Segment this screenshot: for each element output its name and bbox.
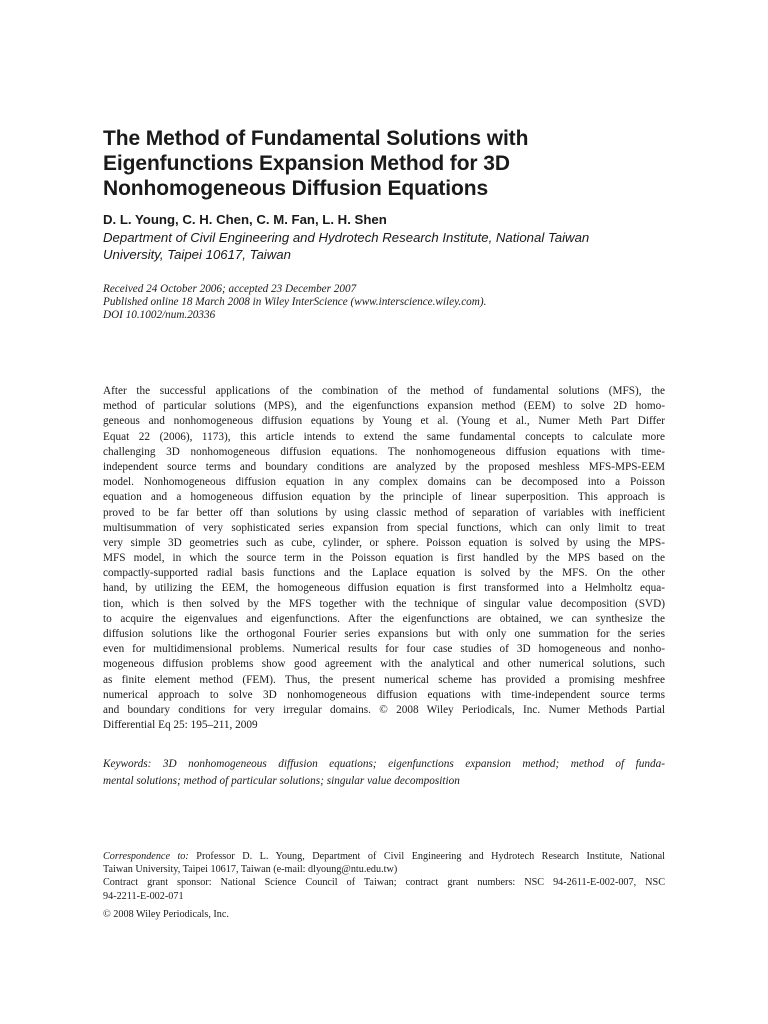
doi: DOI 10.1002/num.20336: [103, 309, 216, 321]
keywords-line: Keywords: 3D nonhomogeneous diffusion equations; eigenfunctions expansion method; method of funda-: [103, 758, 665, 770]
correspondence-line: Taiwan University, Taipei 10617, Taiwan (e-mail: dlyoung@ntu.edu.tw): [103, 864, 398, 876]
article-header: [103, 126, 665, 322]
grant-line: 94-2211-E-002-071: [103, 890, 184, 902]
abstract-line: multisummation of very sophisticated series expansion from special functions, which can only limit to treat: [103, 521, 665, 534]
abstract-line: and boundary conditions for very irregular domains. © 2008 Wiley Periodicals, Inc. Numer Methods Partial: [103, 703, 665, 716]
abstract: [103, 384, 665, 733]
abstract-line: as finite element method (FEM). Thus, the present numerical scheme has provided a promising meshfree: [103, 673, 665, 686]
abstract-line: hand, by utilizing the EEM, the homogeneous diffusion equation is first transformed into a Helmholtz equa-: [103, 582, 665, 595]
abstract-line: mogeneous diffusion problems show good agreement with the analytical and other numerical solutions, such: [103, 658, 665, 671]
keywords-line: mental solutions; method of particular solutions; singular value decomposition: [103, 775, 460, 787]
abstract-line: Equat 22 (2006), 1173), this article intends to extend the same fundamental concepts to calculate more: [103, 430, 665, 443]
author-list: D. L. Young, C. H. Chen, C. M. Fan, L. H. Shen: [103, 212, 387, 227]
footnotes: [103, 850, 665, 921]
author-affiliation: [103, 229, 665, 263]
affiliation-line: University, Taipei 10617, Taiwan: [103, 247, 291, 262]
abstract-line: independent source terms and boundary conditions are analyzed by the proposed meshless MFS-MPS-EEM: [103, 460, 665, 473]
abstract-line: even for multidimensional problems. Numerical results for four case studies of 3D homogeneous and nonho-: [103, 643, 665, 656]
abstract-line: very simple 3D geometries such as cube, cylinder, or sphere. Poisson equation is solved by using the MPS-: [103, 536, 665, 549]
abstract-line: proved to be far better off than solutions by using classic method of separation of variables with inefficient: [103, 506, 665, 519]
title-line: The Method of Fundamental Solutions with: [103, 127, 529, 150]
title-line: Nonhomogeneous Diffusion Equations: [103, 177, 489, 200]
abstract-line: method of particular solutions (MPS), and the eigenfunctions expansion method (EEM) to solve 2D homo-: [103, 400, 665, 413]
copyright-notice: © 2008 Wiley Periodicals, Inc.: [103, 908, 229, 920]
correspondence-text: Professor D. L. Young, Department of Civil Engineering and Hydrotech Research Institute, National: [188, 851, 665, 862]
publication-info: [103, 283, 665, 322]
published-online: Published online 18 March 2008 in Wiley InterScience (www.interscience.wiley.com).: [103, 296, 487, 308]
received-dates: Received 24 October 2006; accepted 23 December 2007: [103, 283, 357, 295]
abstract-line: diffusion solutions like the orthogonal Fourier series expansions but with only one summation for the series: [103, 628, 665, 640]
abstract-line: numerical approach to solve 3D nonhomogeneous diffusion equations with time-independent source terms: [103, 688, 665, 701]
abstract-line: to acquire the eigenvalues and eigenfunctions. After the eigenfunctions are obtained, we can synthesize the: [103, 612, 665, 625]
abstract-line: equation and a homogeneous diffusion equation by the principle of linear superposition. This approach is: [103, 491, 665, 504]
abstract-line: challenging 3D nonhomogeneous diffusion equations. The nonhomogeneous diffusion equations with time-: [103, 445, 665, 458]
affiliation-line: Department of Civil Engineering and Hydrotech Research Institute, National Taiwan: [103, 230, 590, 245]
abstract-line: After the successful applications of the combination of the method of fundamental solutions (MFS), the: [103, 385, 665, 397]
keywords: [103, 756, 665, 790]
abstract-line: Differential Eq 25: 195–211, 2009: [103, 719, 258, 732]
abstract-line: compactly-supported radial basis functions and the Laplace equation is solved by the MFS. On the other: [103, 567, 665, 580]
article-title: [103, 126, 665, 201]
abstract-line: model. Nonhomogeneous diffusion equation in any complex domains can be decomposed into a Poisson: [103, 476, 665, 489]
grant-line: Contract grant sponsor: National Science Council of Taiwan; contract grant numbers: NSC 94-2611-E-002-007, NSC: [103, 877, 665, 889]
abstract-line: tion, which is then solved by the MFS together with the technique of singular value decomposition (SVD): [103, 597, 665, 610]
correspondence-label: Correspondence to:: [103, 851, 189, 862]
abstract-line: geneous and nonhomogeneous diffusion equations by Young et al. (Young et al., Numer Meth Part Differ: [103, 415, 665, 428]
correspondence-line: [103, 850, 665, 863]
title-line: Eigenfunctions Expansion Method for 3D: [103, 152, 510, 175]
abstract-line: MFS model, in which the source term in the Poisson equation is first handled by the MPS based on the: [103, 552, 665, 565]
